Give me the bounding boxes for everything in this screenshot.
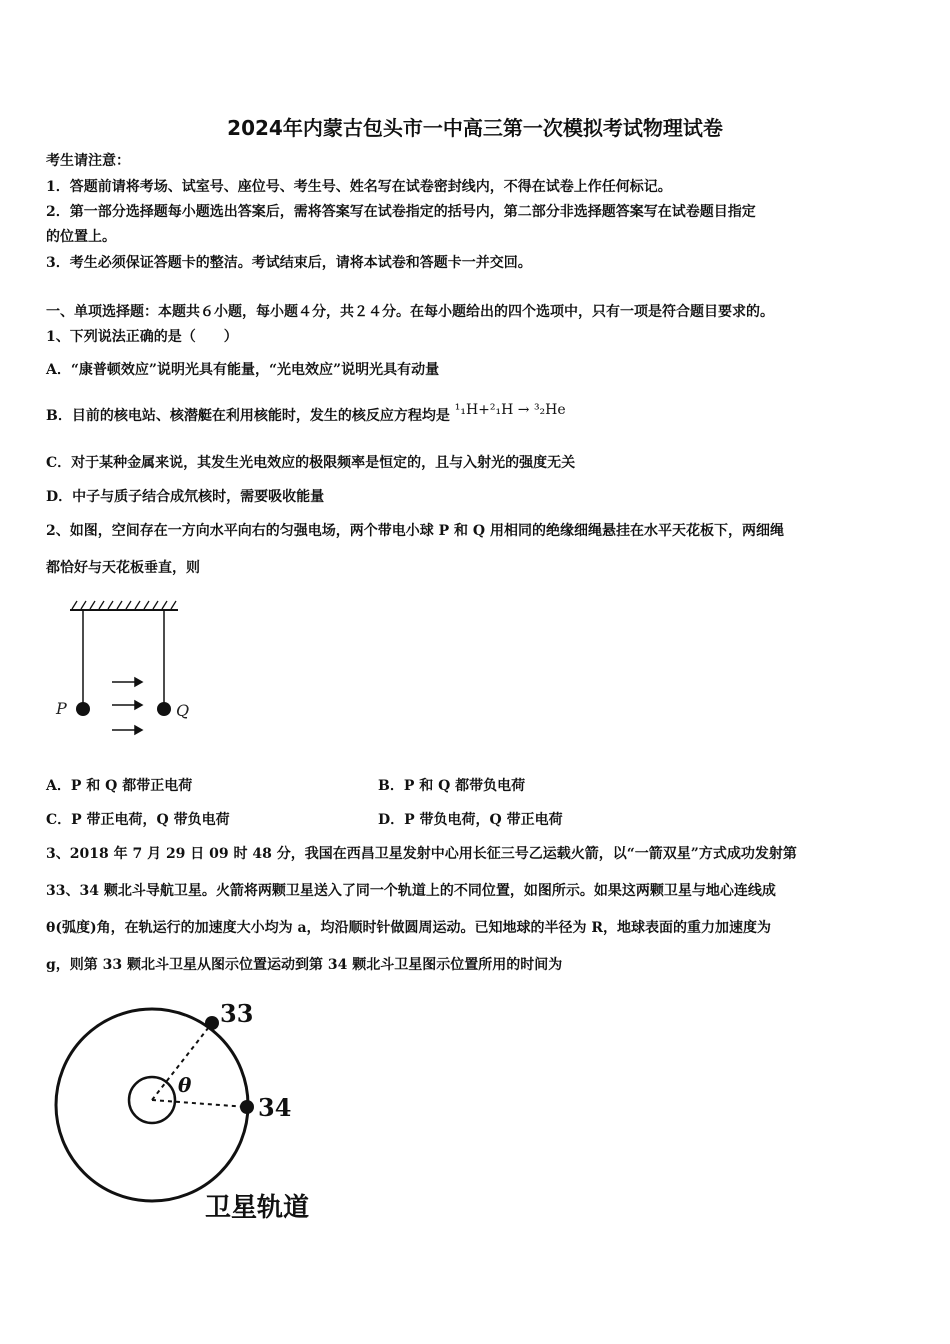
q1-stem: 1、下列说法正确的是（ ） [46,329,238,345]
q1-option-d: D．中子与质子结合成氘核时，需要吸收能量 [46,489,325,505]
q2-stem-2: 都恰好与天花板垂直，则 [46,560,200,576]
notice-item-1: 1．答题前请将考场、试室号、座位号、考生号、姓名写在试卷密封线内，不得在试卷上作任何标记。 [46,179,672,195]
page-title: 2024年内蒙古包头市一中高三第一次模拟考试物理试卷 [227,116,723,140]
field-arrows [112,678,142,734]
notice-item-2-cont: 的位置上。 [46,229,116,245]
ball-q [157,702,171,716]
q3-line-4: g，则第 33 颗北斗卫星从图示位置运动到第 34 颗北斗卫星图示位置所用的时间为 [46,957,563,973]
label-34: 34 [258,1093,292,1122]
q2-stem-1: 2、如图，空间存在一方向水平向右的匀强电场，两个带电小球 P 和 Q 用相同的绝缘细绳悬挂在水平天花板下，两细绳 [46,523,784,539]
label-q: Q [176,701,190,720]
q2-option-a: A．P 和 Q 都带正电荷 [46,778,193,794]
q2-figure [50,596,210,746]
notice-item-2: 2．第一部分选择题每小题选出答案后，需将答案写在试卷指定的括号内，第二部分非选择题答案写在试卷题目指定 [46,204,756,220]
q2-option-b: B．P 和 Q 都带负电荷 [378,778,526,794]
label-33: 33 [220,999,254,1028]
q3-line-3: θ(弧度)角，在轨运行的加速度大小均为 a，均沿顺时针做圆周运动。已知地球的半径为 R，地球表面的重力加速度为 [46,920,772,936]
notice-item-3: 3．考生必须保证答题卡的整洁。考试结束后，请将本试卷和答题卡一并交回。 [46,255,532,271]
q2-option-c: C．P 带正电荷，Q 带负电荷 [46,812,230,828]
satellite-33 [205,1016,219,1030]
q1-option-b-formula: ¹₁H+²₁H → ³₂He [454,402,566,418]
q2-option-d: D．P 带负电荷，Q 带正电荷 [378,812,563,828]
q3-orbit-figure [40,990,350,1230]
notice-heading: 考生请注意： [46,153,130,169]
ball-p [76,702,90,716]
q3-line-1: 3、2018 年 7 月 29 日 09 时 48 分，我国在西昌卫星发射中心用长征三号乙运载火箭，以“一箭双星”方式成功发射第 [46,846,797,862]
label-theta: θ [178,1073,192,1097]
satellite-34 [240,1100,254,1114]
q1-option-b [46,402,566,425]
orbit-caption: 卫星轨道 [205,1193,310,1223]
line-to-34 [152,1100,247,1107]
ceiling-hatch [72,601,176,609]
q3-line-2: 33、34 颗北斗导航卫星。火箭将两颗卫星送入了同一个轨道上的不同位置，如图所示。如果这两颗卫星与地心连线成 [46,883,776,899]
q1-option-c: C．对于某种金属来说，其发生光电效应的极限频率是恒定的，且与入射光的强度无关 [46,455,576,471]
section-heading: 一、单项选择题：本题共６小题，每小题４分，共２４分。在每小题给出的四个选项中，只有一项是符合题目要求的。 [46,304,774,320]
q1-option-b-text: B．目前的核电站、核潜艇在利用核能时，发生的核反应方程均是 [46,408,450,424]
q1-option-a: A．“康普顿效应”说明光具有能量，“光电效应”说明光具有动量 [46,362,440,378]
label-p: P [56,699,67,718]
